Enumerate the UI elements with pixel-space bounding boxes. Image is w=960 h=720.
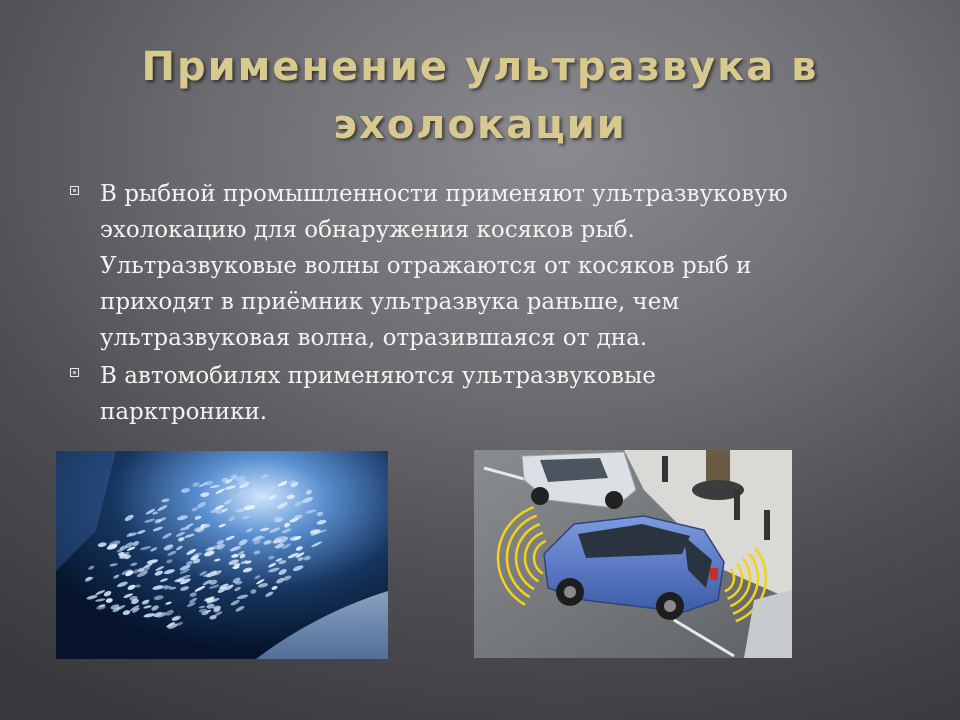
bullet-text-line: Ультразвуковые волны отражаются от косяков рыб и bbox=[100, 253, 752, 279]
parking-sensor-illustration bbox=[474, 450, 792, 658]
slide-title bbox=[60, 38, 900, 154]
bullet-text-line: эхолокацию для обнаружения косяков рыб. bbox=[100, 217, 635, 243]
bullet-text-line: В рыбной промышленности применяют ультразвуковую bbox=[100, 181, 788, 207]
bullet-text-line: ультразвуковая волна, отразившаяся от дна. bbox=[100, 325, 648, 351]
title-line-2: эхолокации bbox=[333, 102, 627, 148]
bullet-list bbox=[66, 176, 896, 432]
bullet-cars bbox=[66, 358, 896, 430]
fish-school-image bbox=[56, 451, 388, 659]
fish-school-illustration bbox=[56, 451, 388, 659]
title-line-1: Применение ультразвука в bbox=[141, 44, 819, 90]
bullet-square-icon bbox=[70, 368, 79, 377]
bullet-square-icon bbox=[70, 186, 79, 195]
bullet-text-line: В автомобилях применяются ультразвуковые bbox=[100, 363, 656, 389]
bullet-text-line: приходят в приёмник ультразвука раньше, чем bbox=[100, 289, 680, 315]
bullet-text-line: парктроники. bbox=[100, 399, 268, 425]
blue-car bbox=[544, 516, 724, 620]
parking-sensor-image bbox=[474, 450, 792, 658]
white-car bbox=[522, 452, 636, 509]
bullet-fishing bbox=[66, 176, 896, 356]
